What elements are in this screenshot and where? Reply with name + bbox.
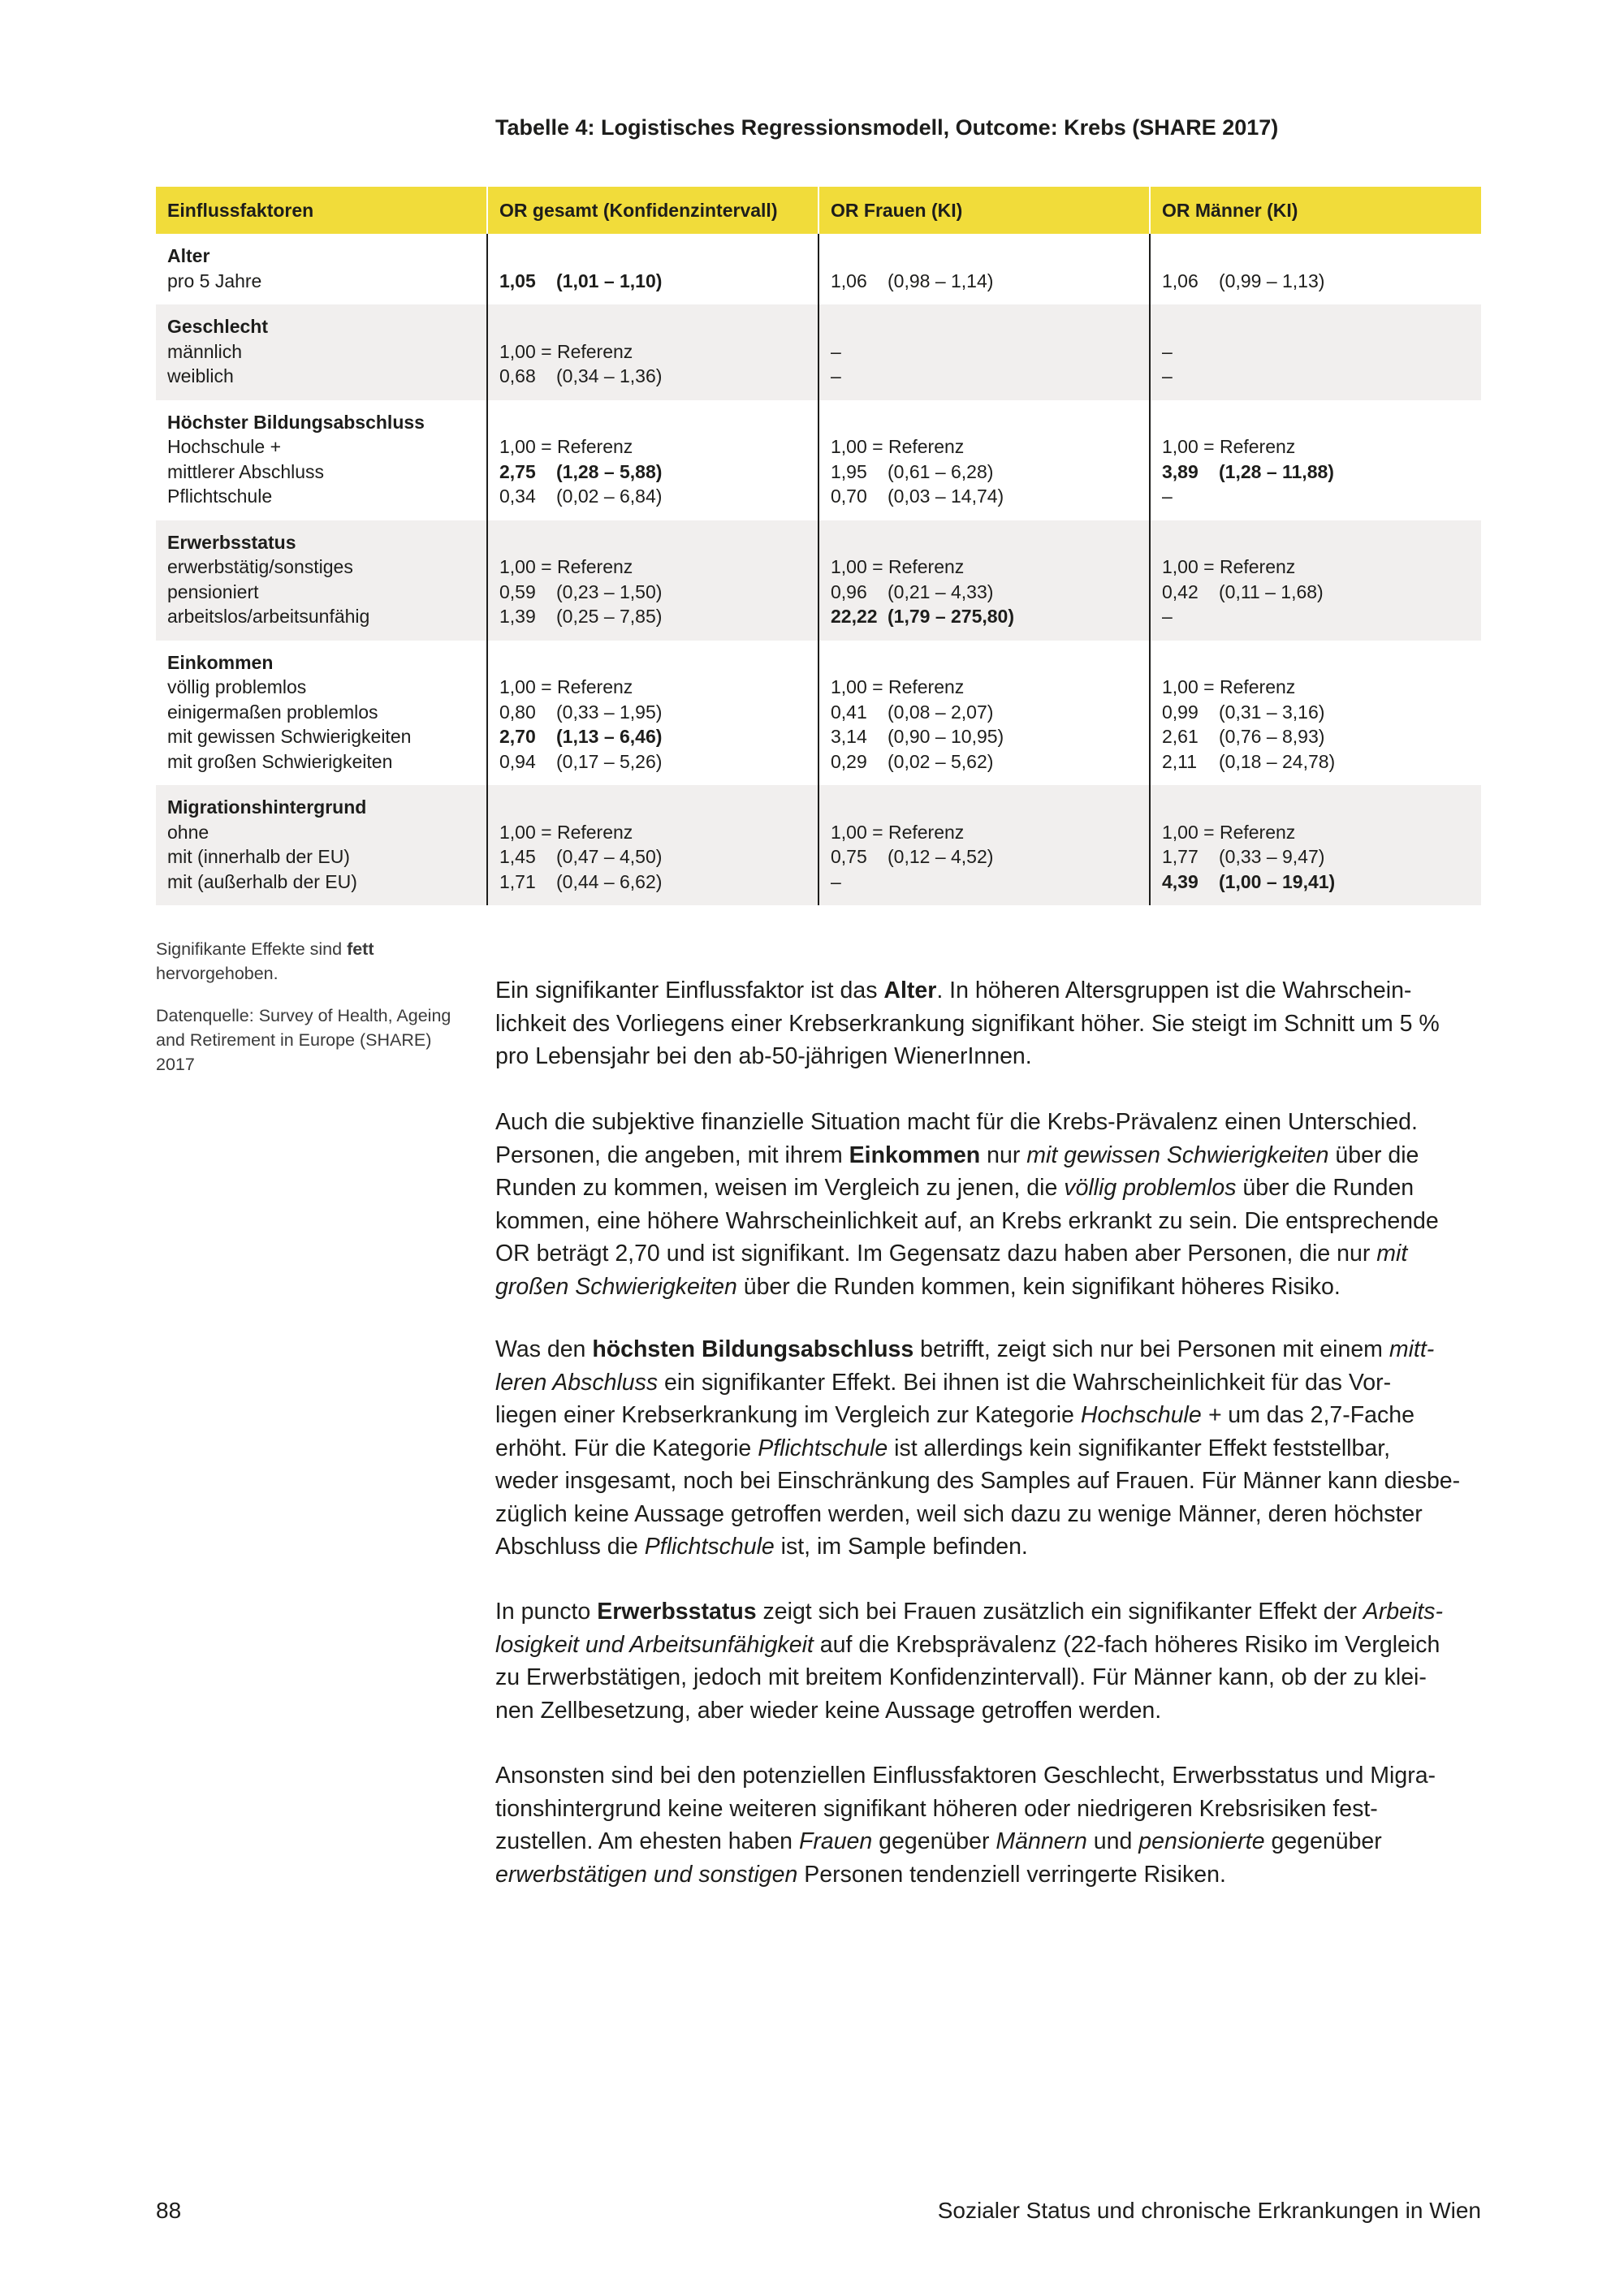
or-women-cell xyxy=(818,785,1150,905)
or-value xyxy=(831,700,1149,725)
row-label: männlich xyxy=(167,340,243,362)
body-line xyxy=(495,1694,1443,1728)
body-text-segment: ist, im Sample befinden. xyxy=(774,1534,1028,1560)
odds-ratio: 1,71 xyxy=(499,870,536,892)
body-text-segment: höchsten Bildungsabschluss xyxy=(592,1336,914,1362)
or-men-cell xyxy=(1150,400,1481,520)
group-spacer xyxy=(831,410,1149,435)
confidence-interval: (0,31 – 3,16) xyxy=(1219,701,1325,723)
body-text-segment: über die Runden xyxy=(1236,1175,1415,1201)
confidence-interval: (1,00 – 19,41) xyxy=(1219,870,1336,892)
body-text-segment: Was den xyxy=(495,1336,593,1362)
or-value xyxy=(499,870,818,895)
significance-note xyxy=(156,937,464,986)
body-text-segment: Ansonsten sind bei den potenziellen Einflussfaktoren Geschlecht, Erwerbsstatus und Migra- xyxy=(495,1763,1436,1789)
odds-ratio: 2,70 xyxy=(499,726,536,747)
confidence-interval: (0,21 – 4,33) xyxy=(888,580,994,602)
confidence-interval: (0,18 – 24,78) xyxy=(1219,750,1336,772)
group-spacer xyxy=(499,530,818,555)
or-value xyxy=(499,434,818,460)
source-note-line: (SHARE) 2017 xyxy=(156,1030,432,1074)
odds-ratio: 1,06 xyxy=(1162,270,1199,291)
group-title: Erwerbsstatus xyxy=(167,531,296,553)
confidence-interval: (0,25 – 7,85) xyxy=(556,606,663,627)
row-label: Hochschule + xyxy=(167,436,281,457)
row-label: Pflichtschule xyxy=(167,486,273,507)
body-text-segment: über die xyxy=(1328,1142,1419,1168)
row-label: mit (außerhalb der EU) xyxy=(167,870,357,892)
group-spacer xyxy=(831,314,1149,339)
or-total-cell xyxy=(487,400,818,520)
body-text-segment: zu Erwerbstätigen, jedoch mit breitem Konfidenzintervall). Für Männer kann, ob der zu klei- xyxy=(495,1664,1427,1690)
body-text-segment: kommen, eine höhere Wahrscheinlichkeit auf, an Krebs erkrankt zu sein. Die entsprechende xyxy=(495,1207,1439,1234)
odds-ratio: 1,00 = Referenz xyxy=(499,556,633,577)
confidence-interval: (0,99 – 1,13) xyxy=(1219,270,1325,291)
confidence-interval: (0,47 – 4,50) xyxy=(556,846,663,867)
body-line xyxy=(495,1139,1439,1172)
factor-cell xyxy=(156,641,487,786)
or-value xyxy=(831,339,1149,365)
body-line xyxy=(495,1271,1439,1304)
or-value xyxy=(831,749,1149,775)
group-spacer xyxy=(831,795,1149,820)
odds-ratio: 1,77 xyxy=(1162,846,1199,867)
odds-ratio: 1,06 xyxy=(831,270,867,291)
row-label: mit gewissen Schwierigkeiten xyxy=(167,726,412,747)
row-label: mit großen Schwierigkeiten xyxy=(167,750,393,772)
factor-cell xyxy=(156,304,487,400)
or-total-cell xyxy=(487,234,818,304)
odds-ratio: 0,42 xyxy=(1162,580,1199,602)
body-text-segment: Arbeits- xyxy=(1363,1599,1443,1625)
or-value xyxy=(831,844,1149,870)
group-spacer xyxy=(1162,650,1481,675)
body-line xyxy=(495,1366,1460,1400)
header-or-women: OR Frauen (KI) xyxy=(818,187,1150,234)
body-line xyxy=(495,1661,1443,1694)
confidence-interval: (0,02 – 6,84) xyxy=(556,486,663,507)
running-title: Sozialer Status und chronische Erkrankungen in Wien xyxy=(937,2198,1481,2223)
confidence-interval: (0,17 – 5,26) xyxy=(556,750,663,772)
body-line xyxy=(495,1205,1439,1238)
factor-cell xyxy=(156,785,487,905)
odds-ratio: 0,99 xyxy=(1162,701,1199,723)
confidence-interval: (0,44 – 6,62) xyxy=(556,870,663,892)
body-text-segment: Personen, die angeben, mit ihrem xyxy=(495,1142,849,1168)
odds-ratio: 0,96 xyxy=(831,580,867,602)
or-value xyxy=(1162,749,1481,775)
body-text-segment: gegenüber xyxy=(1264,1828,1382,1854)
source-note-line: Datenquelle: Survey of Health, xyxy=(156,1006,393,1025)
body-text-segment: Einkommen xyxy=(849,1142,981,1168)
table-row xyxy=(156,234,1481,304)
body-text-segment: pensionierte xyxy=(1138,1828,1265,1854)
group-spacer xyxy=(1162,410,1481,435)
body-paragraph xyxy=(495,1759,1436,1891)
table-row xyxy=(156,641,1481,786)
row-label: völlig problemlos xyxy=(167,676,307,697)
body-line xyxy=(495,1399,1460,1432)
confidence-interval: (0,90 – 10,95) xyxy=(888,726,1004,747)
or-value xyxy=(831,555,1149,580)
group-title: Einkommen xyxy=(167,651,274,673)
body-line xyxy=(495,974,1440,1008)
header-or-men: OR Männer (KI) xyxy=(1150,187,1481,234)
or-value xyxy=(499,820,818,845)
body-text-segment: Alter xyxy=(883,978,937,1003)
or-total-cell xyxy=(487,304,818,400)
odds-ratio: 0,29 xyxy=(831,750,867,772)
confidence-interval: (0,02 – 5,62) xyxy=(888,750,994,772)
odds-ratio: 1,00 = Referenz xyxy=(1162,821,1296,843)
or-value xyxy=(1162,604,1481,629)
row-label: erwerbstätig/sonstiges xyxy=(167,556,353,577)
confidence-interval: (0,98 – 1,14) xyxy=(888,270,994,291)
body-paragraph xyxy=(495,1333,1460,1564)
body-paragraph xyxy=(495,1106,1439,1303)
or-value xyxy=(831,484,1149,509)
row-label: weiblich xyxy=(167,365,234,386)
or-value xyxy=(1162,364,1481,389)
body-text-segment: Frauen xyxy=(798,1828,873,1854)
odds-ratio: 1,00 = Referenz xyxy=(499,821,633,843)
confidence-interval: (0,03 – 14,74) xyxy=(888,486,1004,507)
body-text-segment: völlig problemlos xyxy=(1064,1175,1237,1201)
or-value xyxy=(1162,339,1481,365)
table-header-row xyxy=(156,187,1481,234)
group-title: Migrationshintergrund xyxy=(167,796,367,818)
body-text-segment: Abschluss die xyxy=(495,1534,645,1560)
odds-ratio: – xyxy=(1162,365,1173,386)
confidence-interval: (0,76 – 8,93) xyxy=(1219,726,1325,747)
odds-ratio: 1,39 xyxy=(499,606,536,627)
body-text-segment: In puncto xyxy=(495,1599,598,1625)
body-text-segment: Runden zu kommen, weisen im Vergleich zu jenen, die xyxy=(495,1175,1065,1201)
body-text-segment: mit gewissen Schwierigkeiten xyxy=(1026,1142,1329,1168)
body-text-segment: ein signifikanter Effekt. Bei ihnen ist die Wahrscheinlichkeit für das Vor- xyxy=(658,1369,1392,1396)
confidence-interval: (0,61 – 6,28) xyxy=(888,460,994,482)
body-line xyxy=(495,1530,1460,1564)
or-value xyxy=(831,870,1149,895)
odds-ratio: 1,45 xyxy=(499,846,536,867)
table-row xyxy=(156,304,1481,400)
or-value xyxy=(831,820,1149,845)
odds-ratio: 1,00 = Referenz xyxy=(499,436,633,457)
odds-ratio: 1,00 = Referenz xyxy=(1162,676,1296,697)
or-value xyxy=(831,364,1149,389)
body-line xyxy=(495,1172,1439,1205)
row-label: ohne xyxy=(167,821,209,843)
or-women-cell xyxy=(818,520,1150,641)
body-text-segment: Männern xyxy=(996,1828,1087,1854)
odds-ratio: 2,11 xyxy=(1162,750,1198,772)
confidence-interval: (1,79 – 275,80) xyxy=(888,606,1015,627)
odds-ratio: 1,00 = Referenz xyxy=(831,556,965,577)
row-label: einigermaßen problemlos xyxy=(167,701,378,723)
or-total-cell xyxy=(487,641,818,786)
odds-ratio: 0,68 xyxy=(499,365,536,386)
odds-ratio: 3,14 xyxy=(831,726,867,747)
or-value xyxy=(1162,675,1481,700)
odds-ratio: 22,22 xyxy=(831,606,878,627)
odds-ratio: 1,05 xyxy=(499,270,536,291)
or-value xyxy=(499,604,818,629)
header-factors: Einflussfaktoren xyxy=(156,187,487,234)
or-value xyxy=(1162,700,1481,725)
body-line xyxy=(495,1629,1443,1662)
body-text-segment: über die Runden kommen, kein signifikant höheres Risiko. xyxy=(736,1273,1341,1300)
odds-ratio: 1,00 = Referenz xyxy=(831,436,965,457)
confidence-interval: (0,11 – 1,68) xyxy=(1219,580,1324,602)
odds-ratio: 1,00 = Referenz xyxy=(499,340,633,362)
group-spacer xyxy=(499,795,818,820)
body-text-segment: Auch die subjektive finanzielle Situation macht für die Krebs-Prävalenz einen Unterschied. xyxy=(495,1109,1418,1135)
factor-cell xyxy=(156,520,487,641)
confidence-interval: (0,33 – 1,95) xyxy=(556,701,663,723)
body-text-segment: zustellen. Am ehesten haben xyxy=(495,1828,799,1854)
row-label: pro 5 Jahre xyxy=(167,270,262,291)
or-value xyxy=(1162,844,1481,870)
body-line xyxy=(495,1465,1460,1498)
or-value xyxy=(831,269,1149,294)
body-text-segment: Hochschule + xyxy=(1080,1402,1222,1428)
body-text-segment: nur xyxy=(980,1142,1027,1168)
body-line xyxy=(495,1432,1460,1465)
table-body xyxy=(156,234,1481,905)
body-line xyxy=(495,1825,1436,1858)
or-women-cell xyxy=(818,641,1150,786)
body-line xyxy=(495,1040,1440,1073)
body-text-segment: pro Lebensjahr bei den ab-50-jährigen WienerInnen. xyxy=(495,1043,1032,1069)
body-text-segment: Pflichtschule xyxy=(758,1435,888,1461)
body-text-segment: und xyxy=(1086,1828,1139,1854)
odds-ratio: 1,00 = Referenz xyxy=(1162,556,1296,577)
body-text-segment: betrifft, zeigt sich nur bei Personen mit einem xyxy=(914,1336,1389,1362)
body-text-segment: mitt- xyxy=(1389,1336,1435,1362)
or-men-cell xyxy=(1150,641,1481,786)
significance-note-bold: fett xyxy=(347,939,374,959)
row-label: mittlerer Abschluss xyxy=(167,460,325,482)
table-row xyxy=(156,520,1481,641)
or-women-cell xyxy=(818,400,1150,520)
body-line xyxy=(495,1106,1439,1139)
group-spacer xyxy=(1162,244,1481,269)
or-value xyxy=(1162,460,1481,485)
or-value xyxy=(831,434,1149,460)
odds-ratio: – xyxy=(831,340,841,362)
body-text-segment: . In höheren Altersgruppen ist die Wahrschein- xyxy=(936,978,1412,1003)
or-value xyxy=(499,749,818,775)
or-value xyxy=(1162,820,1481,845)
confidence-interval: (0,33 – 9,47) xyxy=(1219,846,1325,867)
odds-ratio: 1,95 xyxy=(831,460,867,482)
odds-ratio: – xyxy=(831,365,841,386)
or-value xyxy=(831,460,1149,485)
or-value xyxy=(499,269,818,294)
body-text-segment: züglich keine Aussage getroffen werden, weil sich dazu zu wenige Männer, deren höchster xyxy=(495,1500,1423,1527)
or-value xyxy=(1162,870,1481,895)
body-text-segment: Personen tendenziell verringerte Risiken. xyxy=(797,1861,1226,1888)
or-value xyxy=(499,675,818,700)
or-value xyxy=(499,484,818,509)
confidence-interval: (0,23 – 1,50) xyxy=(556,580,663,602)
body-paragraph xyxy=(495,1595,1443,1727)
source-note xyxy=(156,1003,464,1077)
body-line xyxy=(495,1759,1436,1793)
body-text-segment: erwerbstätigen und sonstigen xyxy=(495,1861,798,1888)
header-or-total: OR gesamt (Konfidenzintervall) xyxy=(487,187,818,234)
odds-ratio: 0,34 xyxy=(499,486,536,507)
body-text-segment: zeigt sich bei Frauen zusätzlich ein signifikanter Effekt der xyxy=(756,1599,1363,1625)
or-value xyxy=(1162,580,1481,605)
odds-ratio: 1,00 = Referenz xyxy=(499,676,633,697)
group-spacer xyxy=(831,244,1149,269)
or-value xyxy=(831,604,1149,629)
odds-ratio: 1,00 = Referenz xyxy=(1162,436,1296,457)
row-label: pensioniert xyxy=(167,580,259,602)
odds-ratio: 0,94 xyxy=(499,750,536,772)
row-label: mit (innerhalb der EU) xyxy=(167,846,350,867)
body-line xyxy=(495,1793,1436,1826)
odds-ratio: 1,00 = Referenz xyxy=(831,821,965,843)
odds-ratio: – xyxy=(831,870,841,892)
or-total-cell xyxy=(487,520,818,641)
odds-ratio: 0,80 xyxy=(499,701,536,723)
confidence-interval: (1,01 – 1,10) xyxy=(556,270,663,291)
body-text-segment: ist allerdings kein signifikanter Effekt feststellbar, xyxy=(888,1435,1391,1461)
significance-note-suffix: hervorgehoben. xyxy=(156,964,279,983)
or-value xyxy=(499,364,818,389)
body-text-segment: OR beträgt 2,70 und ist signifikant. Im Gegensatz dazu haben aber Personen, die nur xyxy=(495,1241,1377,1267)
group-title: Alter xyxy=(167,245,210,266)
significance-note-prefix: Signifikante Effekte sind xyxy=(156,939,348,959)
body-text-segment: weder insgesamt, noch bei Einschränkung des Samples auf Frauen. Für Männer kann diesbe- xyxy=(495,1468,1461,1494)
or-value xyxy=(499,460,818,485)
group-spacer xyxy=(1162,530,1481,555)
or-total-cell xyxy=(487,785,818,905)
body-text-segment: lichkeit des Vorliegens einer Krebserkrankung signifikant höher. Sie steigt im Schnitt um 5 % xyxy=(495,1010,1440,1037)
body-text-segment: tionshintergrund keine weiteren signifikant höheren oder niedrigeren Krebsrisiken fest- xyxy=(495,1795,1378,1822)
or-value xyxy=(499,555,818,580)
or-value xyxy=(499,724,818,749)
group-spacer xyxy=(831,650,1149,675)
group-spacer xyxy=(499,410,818,435)
body-line xyxy=(495,1595,1443,1629)
or-value xyxy=(831,675,1149,700)
or-women-cell xyxy=(818,304,1150,400)
table-row xyxy=(156,785,1481,905)
body-text-segment: mit xyxy=(1376,1241,1408,1267)
or-value xyxy=(1162,434,1481,460)
odds-ratio: 3,89 xyxy=(1162,460,1199,482)
or-value xyxy=(1162,724,1481,749)
confidence-interval: (1,28 – 11,88) xyxy=(1219,460,1334,482)
group-title: Höchster Bildungsabschluss xyxy=(167,411,425,433)
or-value xyxy=(499,580,818,605)
confidence-interval: (0,12 – 4,52) xyxy=(888,846,994,867)
body-text-segment: erhöht. Für die Kategorie xyxy=(495,1435,758,1461)
odds-ratio: 4,39 xyxy=(1162,870,1199,892)
or-value xyxy=(1162,555,1481,580)
body-text-segment: liegen einer Krebserkrankung im Vergleich zur Kategorie xyxy=(495,1402,1081,1428)
source-note-line: Ageing and Retirement in Europe xyxy=(156,1006,451,1050)
body-text-segment: um das 2,7-Fache xyxy=(1221,1402,1415,1428)
body-text-segment: Erwerbsstatus xyxy=(597,1599,757,1625)
or-value xyxy=(499,700,818,725)
or-men-cell xyxy=(1150,234,1481,304)
or-men-cell xyxy=(1150,520,1481,641)
odds-ratio: 0,41 xyxy=(831,701,867,723)
or-value xyxy=(831,724,1149,749)
group-spacer xyxy=(499,244,818,269)
or-men-cell xyxy=(1150,304,1481,400)
factor-cell xyxy=(156,234,487,304)
confidence-interval: (1,13 – 6,46) xyxy=(556,726,663,747)
group-spacer xyxy=(499,314,818,339)
odds-ratio: 2,61 xyxy=(1162,726,1199,747)
row-label: arbeitslos/arbeitsunfähig xyxy=(167,606,370,627)
confidence-interval: (0,34 – 1,36) xyxy=(556,365,663,386)
group-spacer xyxy=(831,530,1149,555)
or-value xyxy=(1162,269,1481,294)
group-spacer xyxy=(1162,795,1481,820)
odds-ratio: 1,00 = Referenz xyxy=(831,676,965,697)
odds-ratio: – xyxy=(1162,606,1173,627)
body-text-segment: nen Zellbesetzung, aber wieder keine Aussage getroffen werden. xyxy=(495,1697,1162,1724)
table-row xyxy=(156,400,1481,520)
or-value xyxy=(831,580,1149,605)
or-value xyxy=(499,339,818,365)
body-line xyxy=(495,1237,1439,1271)
or-women-cell xyxy=(818,234,1150,304)
or-value xyxy=(1162,484,1481,509)
body-text-segment: gegenüber xyxy=(872,1828,996,1854)
factor-cell xyxy=(156,400,487,520)
table-title: Tabelle 4: Logistisches Regressionsmodell, Outcome: Krebs (SHARE 2017) xyxy=(495,115,1279,140)
odds-ratio: 0,75 xyxy=(831,846,867,867)
body-line xyxy=(495,1008,1440,1041)
body-text-segment: großen Schwierigkeiten xyxy=(495,1273,737,1300)
or-men-cell xyxy=(1150,785,1481,905)
group-spacer xyxy=(499,650,818,675)
page-number: 88 xyxy=(156,2198,182,2223)
group-title: Geschlecht xyxy=(167,316,268,337)
body-text-segment: losigkeit und Arbeitsunfähigkeit xyxy=(495,1631,814,1658)
odds-ratio: – xyxy=(1162,486,1173,507)
body-text-segment: Pflichtschule xyxy=(644,1534,775,1560)
regression-table xyxy=(156,187,1481,905)
or-value xyxy=(499,844,818,870)
body-text-segment: Ein signifikanter Einflussfaktor ist das xyxy=(495,978,884,1003)
odds-ratio: – xyxy=(1162,340,1173,362)
odds-ratio: 0,59 xyxy=(499,580,536,602)
body-line xyxy=(495,1333,1460,1366)
confidence-interval: (1,28 – 5,88) xyxy=(556,460,663,482)
body-line xyxy=(495,1498,1460,1531)
odds-ratio: 2,75 xyxy=(499,460,536,482)
body-line xyxy=(495,1858,1436,1892)
body-paragraph xyxy=(495,974,1440,1073)
body-text-segment: auf die Krebsprävalenz (22-fach höheres Risiko im Vergleich xyxy=(813,1631,1440,1658)
body-text-segment: leren Abschluss xyxy=(495,1369,659,1396)
group-spacer xyxy=(1162,314,1481,339)
confidence-interval: (0,08 – 2,07) xyxy=(888,701,994,723)
odds-ratio: 0,70 xyxy=(831,486,867,507)
